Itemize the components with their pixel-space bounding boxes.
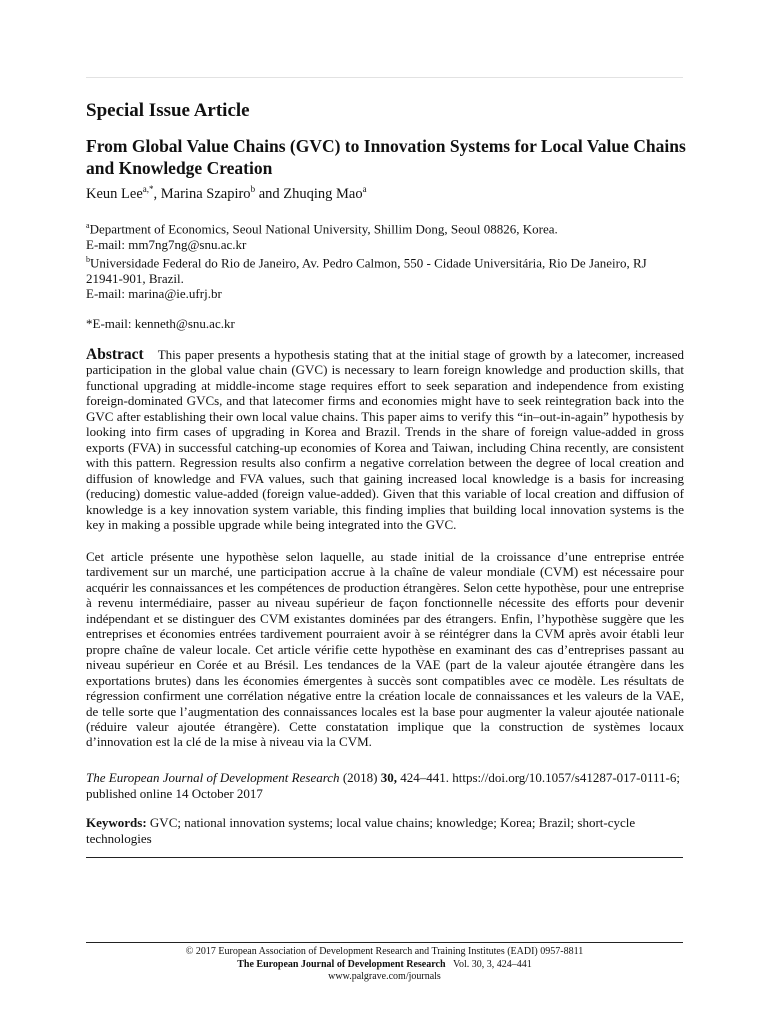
footer-journal: The European Journal of Development Research (237, 958, 446, 970)
section-rule (86, 857, 683, 858)
page-footer (86, 946, 683, 984)
article-title: From Global Value Chains (GVC) to Innovation Systems for Local Value Chains and Knowledge Creation (86, 136, 686, 178)
keywords (86, 815, 686, 846)
citation-journal: The European Journal of Development Research (86, 770, 340, 785)
citation: The European Journal of Development Research (2018) 30, 424–441. https://doi.org/10.1057/s41287-017-0111-6; published online 14 October 2017 (86, 770, 680, 801)
author-name: Keun Lee (86, 185, 143, 202)
citation-volume: 30, (380, 770, 397, 785)
abstract-heading: Abstract (86, 346, 144, 363)
author-list: Keun Lee$^{a,*}$, Marina Szapiro$^b$ and Zhuqing Mao$^a$ (86, 184, 367, 202)
author-affil-mark: a,* (142, 184, 154, 194)
affiliation-b-email: E-mail: marina@ie.ufrj.br (86, 286, 222, 302)
french-abstract: Cet article présente une hypothèse selon laquelle, au stade initial de la croissance d’une entreprise entrée tardivement sur un marché, une participation accrue à la chaîne de valeur mondiale (CVM) est nécessaire pour acquérir les connaissances et les compétences de production étrangères. Selon cette hypothèse, pour une entreprise à revenu intermédiaire, passer au niveau supérieur de façon fonctionnelle nécessite des efforts pour devenir indépendant et se distinguer des CVM existantes dominées par des étrangers. Enfin, l’hypothèse suggère que les entreprises et économies entrées tardivement pourraient avoir à se réintégrer dans la CVM après avoir établi leur propre chaîne de valeur locale. Cet article vérifie cette hypothèse en examinant des cas d’entreprises passant au niveau supérieur en Corée et au Brésil. Les tendances de la VAE (part de la valeur ajoutée étrangère dans les exportations brutes) dans les économies émergentes à succès sont compatibles avec ce modèle. Les résultats de régression confirment une corrélation négative entre la création locale de connaissances et les valeurs de la VAE, de telle sorte que l’augmentation des connaissances locales est la base pour augmenter la valeur ajoutée nationale (réduire valeur ajoutée étrangère). Cette constatation implique que la construction de systèmes locaux d’innovation est la clé de la mise à niveau via la CVM. (86, 549, 684, 750)
citation-details: 424–441. https://doi.org/10.1057/s41287-017-0111-6; published online 14 October 2017 (86, 770, 680, 801)
footer-journal-line (86, 959, 683, 972)
footer-copyright: © 2017 European Association of Development Research and Training Institutes (EADI) 0957-8811 (185, 946, 584, 957)
keywords-label: Keywords: (86, 815, 147, 830)
top-rule (86, 77, 683, 78)
footer-volume: Vol. 30, 3, 424–441 (453, 958, 532, 970)
affiliation-b: $^b$Universidade Federal do Rio de Janeiro, Av. Pedro Calmon, 550 - Cidade Universitária, Rio De Janeiro, RJ 21941-901, Brazil. (86, 255, 647, 286)
keywords-text: GVC; national innovation systems; local value chains; knowledge; Korea; Brazil; short-cycle technologies (86, 815, 636, 846)
abstract (86, 347, 684, 532)
author-affil-mark: b (250, 184, 256, 194)
affiliation-a: $^a$Department of Economics, Seoul National University, Shillim Dong, Seoul 08826, Korea. (86, 221, 558, 237)
author-affil-mark: a (362, 184, 367, 194)
footer-url: www.palgrave.com/journals (328, 971, 441, 982)
corresponding-email: *E-mail: kenneth@snu.ac.kr (86, 316, 235, 331)
author-name: Marina Szapiro (160, 185, 251, 202)
abstract-text: This paper presents a hypothesis stating that at the initial stage of growth by a latecomer, increased participation in the global value chain (GVC) is necessary to learn foreign knowledge and production skills, that functional upgrading at middle-income stage requires effort to seek separation and independence from existing foreign-dominated GVCs, and that latecomer firms and economies might have to seek reintegration back into the GVC after establishing their own local value chains. This paper aims to verify this “in–out-in-again” hypothesis by looking into firm cases of upgrading in Korea and Brazil. Trends in the share of foreign value-added in gross exports (FVA) in successful catching-up economies of Korea and Taiwan, including China recently, are consistent with this pattern. Regression results also confirm a negative correlation between the degree of local creation and diffusion of knowledge and FVA values, such that gaining increased local knowledge is a basis for increasing (reducing) domestic value-added (foreign value-added). Given that this variable of local creation and diffusion of knowledge is a key innovation system variable, this finding implies that building local innovation systems is the key in making a possible upgrade while being integrated into the GVC. (86, 347, 684, 532)
affiliations (86, 218, 686, 302)
footer-rule (86, 942, 683, 943)
article-type: Special Issue Article (86, 100, 250, 121)
author-name: Zhuqing Mao (283, 185, 363, 202)
affiliation-a-email: E-mail: mm7ng7ng@snu.ac.kr (86, 236, 247, 252)
